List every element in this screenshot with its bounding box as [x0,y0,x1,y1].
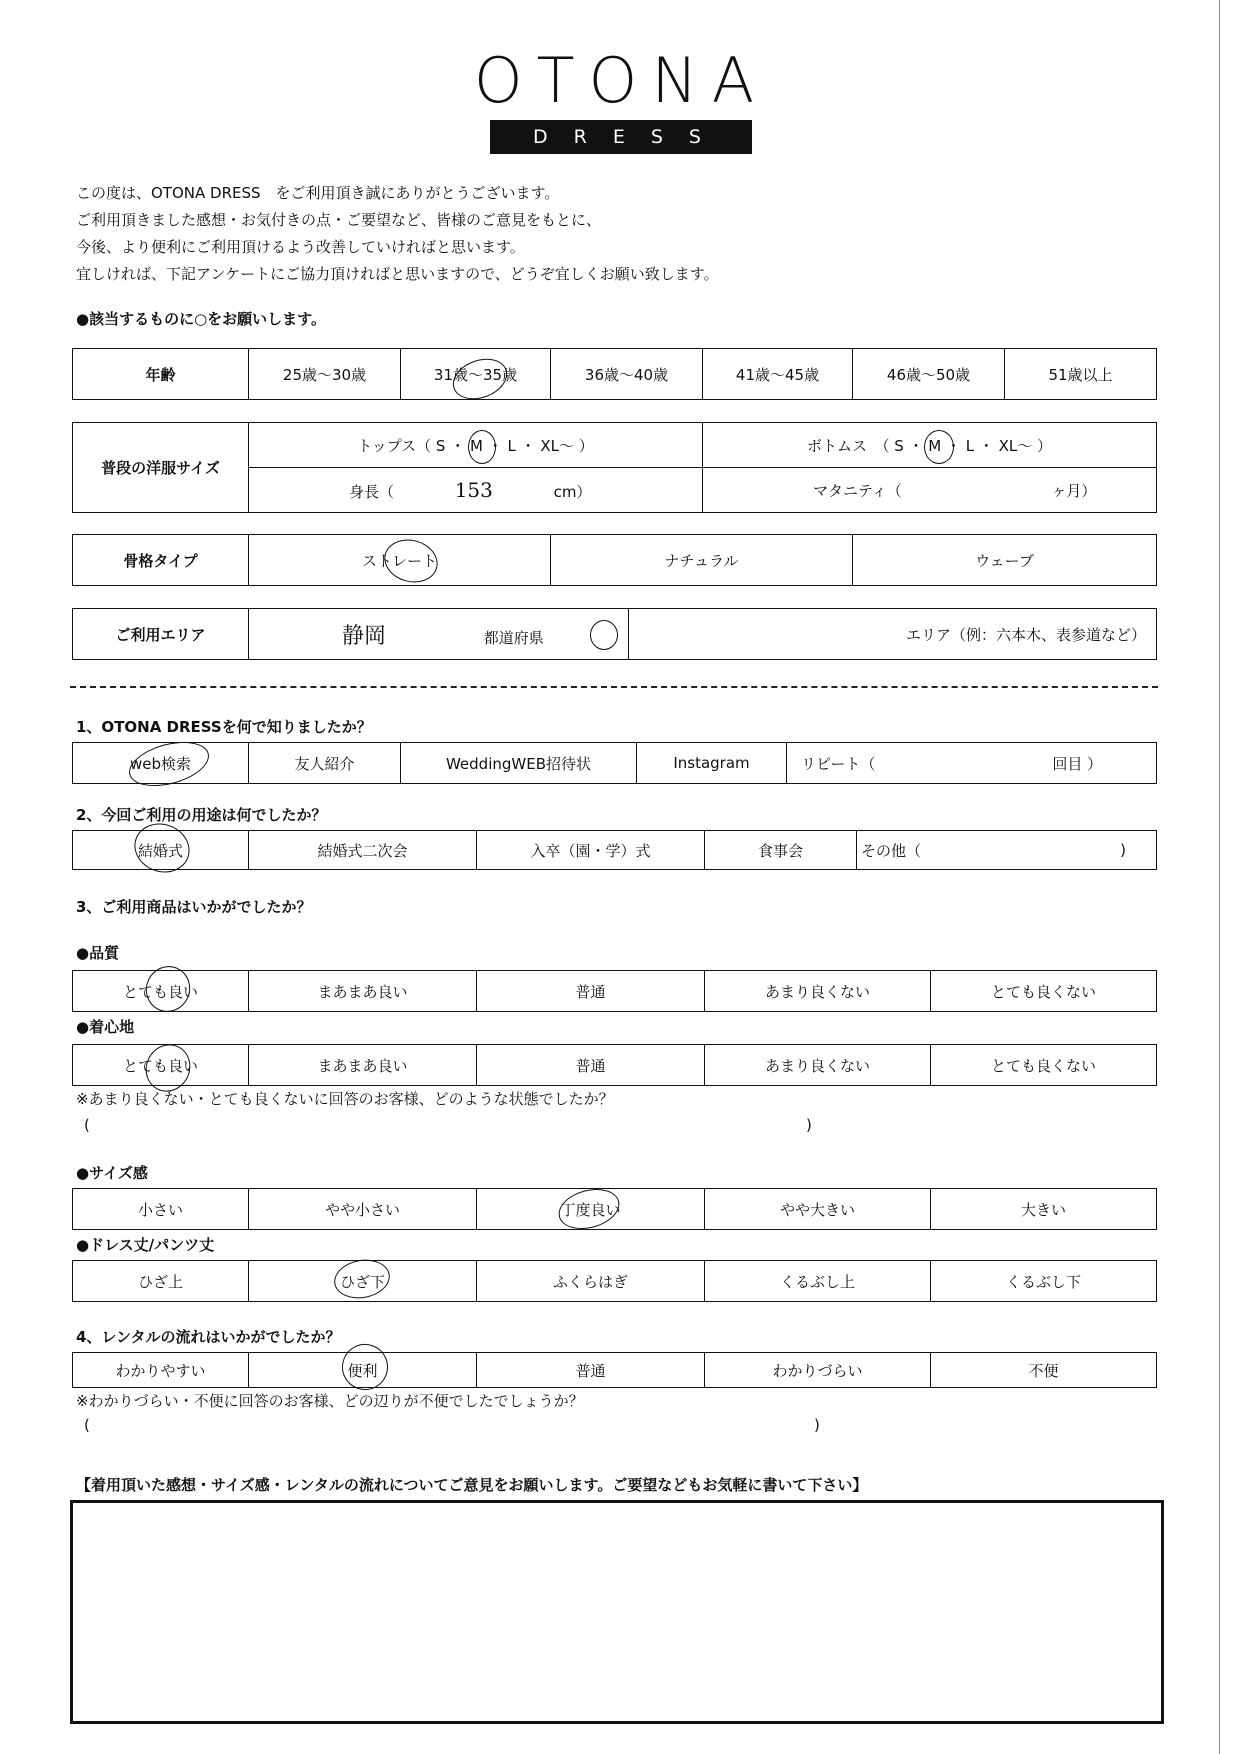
instruction-heading: ●該当するものに○をお願いします。 [76,310,326,328]
intro-line: 今後、より便利にご利用頂けるよう改善していければと思います。 [76,238,525,256]
fit-option[interactable]: 大きい [931,1189,1157,1230]
quality-option[interactable]: 普通 [477,971,705,1012]
age-option[interactable]: 31歳～35歳 [401,349,551,400]
length-option[interactable]: ひざ上 [73,1261,249,1302]
q2-table [72,830,1157,870]
comfort-option[interactable]: まあまあ良い [249,1045,477,1086]
prefecture-field[interactable] [249,609,629,660]
bottoms-size-options[interactable]: ボトムス （ S ・ M ・ L ・ XL～ ） [703,423,1157,468]
quality-option[interactable]: あまり良くない [705,971,931,1012]
selection-circle [924,430,954,464]
q3-title: 3、ご利用商品はいかがでしたか？ [76,898,312,916]
comments-title: 【着用頂いた感想・サイズ感・レンタルの流れについてご意見をお願いします。ご要望などもお気軽に書いて下さい】 [76,1476,868,1494]
q4-table [72,1352,1157,1388]
intro-line: ご利用頂きました感想・お気付きの点・ご要望など、皆様のご意見をもとに、 [76,211,602,229]
age-option[interactable]: 25歳～30歳 [249,349,401,400]
comfort-note: ※あまり良くない・とても良くないに回答のお客様、どのような状態でしたか？ [76,1090,614,1108]
height-label: 身長（ [349,483,395,501]
q4-title: 4、レンタルの流れはいかがでしたか？ [76,1328,341,1346]
selection-circle [127,816,196,880]
q2-option[interactable]: 食事会 [705,831,857,870]
q2-other-close[interactable]: ) [1057,831,1157,870]
area-field[interactable] [629,609,1157,660]
maternity-label: マタニティ（ [813,481,902,500]
q1-repeat-count[interactable]: 回目 ） [999,743,1157,784]
page-edge-line [1219,0,1220,1754]
maternity-unit: ヶ月） [1051,481,1097,500]
q4-answer-close: ) [814,1416,820,1434]
age-option[interactable]: 46歳～50歳 [853,349,1005,400]
length-option[interactable]: ふくらはぎ [477,1261,705,1302]
quality-option[interactable]: とても良くない [931,971,1157,1012]
quality-option[interactable]: とても良い [73,971,249,1012]
intro-line: 宜しければ、下記アンケートにご協力頂ければと思いますので、どうぞ宜しくお願い致します。 [76,265,719,283]
dashed-divider [70,686,1158,688]
q2-option[interactable]: 結婚式 [73,831,249,870]
maternity-field[interactable] [703,468,1157,513]
q4-option[interactable]: わかりやすい [73,1353,249,1388]
height-value: 153 [454,478,493,502]
prefecture-value: 静岡 [341,623,386,649]
area-label: ご利用エリア [73,609,249,660]
body-type-option[interactable]: ウェーブ [853,535,1157,586]
age-option[interactable]: 51歳以上 [1005,349,1157,400]
comfort-label: ●着心地 [76,1018,135,1036]
age-label: 年齢 [73,349,249,400]
tops-size-options[interactable]: トップス（ S ・ M ・ L ・ XL～ ） [249,423,703,468]
quality-label: ●品質 [76,944,120,962]
q2-option[interactable]: その他（ [857,831,1057,870]
clothing-size-table [72,422,1157,513]
fit-option[interactable]: やや小さい [249,1189,477,1230]
age-option[interactable]: 41歳～45歳 [703,349,853,400]
length-table [72,1260,1157,1302]
area-example: エリア（例：六本木、表参道など） [905,625,1146,644]
q1-option[interactable]: Instagram [637,743,787,784]
size-label: 普段の洋服サイズ [73,423,249,513]
length-option[interactable]: くるぶし上 [705,1261,931,1302]
age-option[interactable]: 36歳～40歳 [551,349,703,400]
logo-sub-text: DRESS [490,120,752,154]
q1-table [72,742,1157,784]
otona-dress-logo [0,44,1242,154]
intro-line: この度は、OTONA DRESS をご利用頂き誠にありがとうございます。 [76,184,560,202]
comfort-option[interactable]: 普通 [477,1045,705,1086]
body-type-option[interactable]: ストレート [249,535,551,586]
length-option[interactable]: くるぶし下 [931,1261,1157,1302]
q2-title: 2、今回ご利用の用途は何でしたか？ [76,806,327,824]
q4-answer-open: ( [84,1416,90,1434]
fit-option[interactable]: 小さい [73,1189,249,1230]
comments-box[interactable] [70,1500,1164,1724]
q4-option[interactable]: 不便 [931,1353,1157,1388]
body-type-label: 骨格タイプ [73,535,249,586]
logo-main-text: OTONA [473,44,769,117]
body-type-table [72,534,1157,586]
q2-option[interactable]: 入卒（園・学）式 [477,831,705,870]
q4-option[interactable]: 便利 [249,1353,477,1388]
selection-circle [468,430,496,464]
fit-option[interactable]: 丁度良い [477,1189,705,1230]
comfort-option[interactable]: とても良い [73,1045,249,1086]
q1-option[interactable]: WeddingWEB招待状 [401,743,637,784]
q1-option[interactable]: 友人紹介 [249,743,401,784]
q1-option[interactable]: web検索 [73,743,249,784]
quality-option[interactable]: まあまあ良い [249,971,477,1012]
comfort-answer-open: ( [84,1116,90,1134]
q2-option[interactable]: 結婚式二次会 [249,831,477,870]
q1-title: 1、OTONA DRESSを何で知りましたか？ [76,718,372,736]
body-type-option[interactable]: ナチュラル [551,535,853,586]
comfort-option[interactable]: あまり良くない [705,1045,931,1086]
prefecture-suffix: 都道府県 [483,628,544,647]
fit-option[interactable]: やや大きい [705,1189,931,1230]
comfort-option[interactable]: とても良くない [931,1045,1157,1086]
comfort-table [72,1044,1157,1086]
q4-option[interactable]: わかりづらい [705,1353,931,1388]
height-field[interactable] [249,468,703,513]
q4-option[interactable]: 普通 [477,1353,705,1388]
length-option[interactable]: ひざ下 [249,1261,477,1302]
age-table [72,348,1157,400]
intro-text [76,180,719,288]
selection-circle [590,620,618,650]
fit-label: ●サイズ感 [76,1164,148,1182]
q4-note: ※わかりづらい・不便に回答のお客様、どの辺りが不便でしたでしょうか？ [76,1392,584,1410]
length-label: ●ドレス丈/パンツ丈 [76,1236,215,1254]
comfort-answer-close: ) [806,1116,812,1134]
quality-table [72,970,1157,1012]
height-unit: cm） [553,483,592,501]
q1-option[interactable]: リピート（ [787,743,999,784]
